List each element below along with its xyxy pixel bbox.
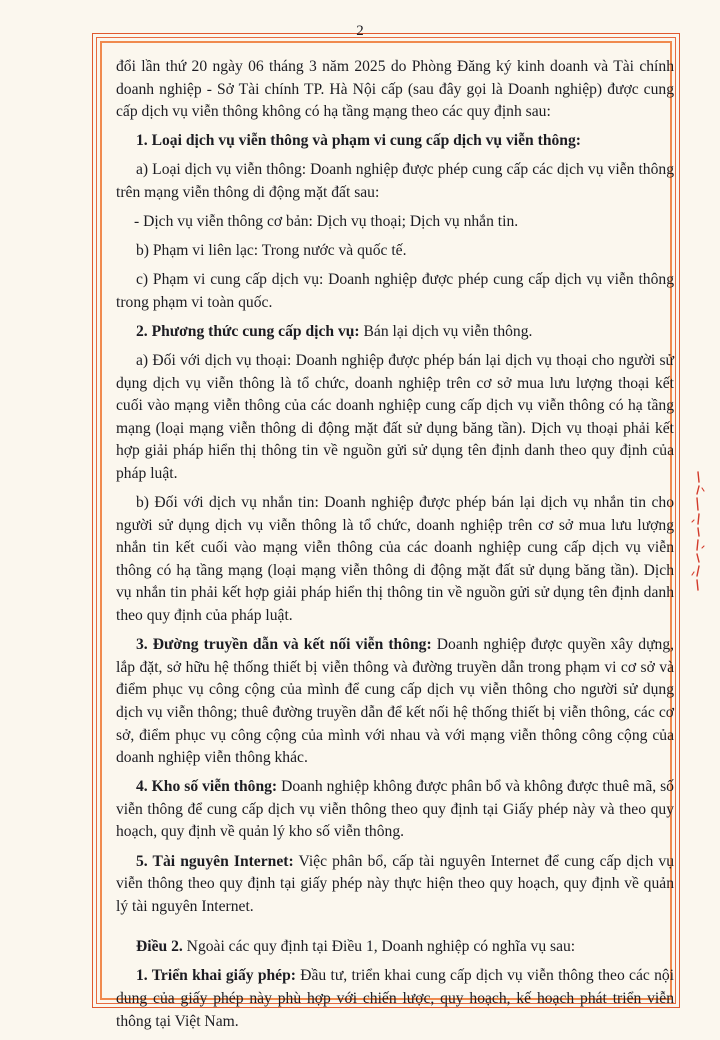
section-4-body: Doanh nghiệp không được phân bổ và không được thuê mã, số viễn thông để cung cấp dịch vụ viễn thông theo quy định tại Giấy phép này và theo quy hoạch, quy định về quản lý kho số viễn thông.	[116, 778, 674, 841]
section-2-heading-rest: Bán lại dịch vụ viễn thông.	[359, 322, 533, 340]
intro-paragraph: đổi lần thứ 20 ngày 06 tháng 3 năm 2025 do Phòng Đăng ký kinh doanh và Tài chính doanh nghiệp - Sở Tài chính TP. Hà Nội cấp (sau đây gọi là Doanh nghiệp) được cung cấp dịch vụ viễn thông không có hạ tầng mạng theo các quy định sau:	[116, 58, 674, 121]
page-number: 2	[356, 23, 364, 39]
article-2-item-1-heading: 1. Triển khai giấy phép:	[136, 967, 296, 985]
section-4	[116, 776, 674, 844]
section-1-dash-item: - Dịch vụ viễn thông cơ bản: Dịch vụ thoại; Dịch vụ nhắn tin.	[134, 213, 519, 231]
section-5-body: Việc phân bổ, cấp tài nguyên Internet để cung cấp dịch vụ viễn thông theo quy định tại giấy phép này thực hiện theo quy hoạch, quy định về quản lý tài nguyên Internet.	[116, 852, 674, 915]
article-2-body: Ngoài các quy định tại Điều 1, Doanh nghiệp có nghĩa vụ sau:	[182, 938, 576, 956]
section-3-body: Doanh nghiệp được quyền xây dựng, lắp đặt, sở hữu hệ thống thiết bị viễn thông và đường truyền dẫn trong phạm vi cơ sở và điểm phục vụ công cộng của mình để cung cấp dịch vụ viễn thông cho người sử dụng dịch vụ viễn thông; thuê đường truyền dẫn để kết nối hệ thống thiết bị viễn thông, các cơ sở, điểm phục vụ công cộng của mình với nhau và với mạng viễn thông công cộng của doanh nghiệp viễn thông khác.	[116, 636, 675, 767]
article-2	[116, 936, 674, 959]
section-5-heading: 5. Tài nguyên Internet:	[136, 852, 294, 870]
margin-handwritten-marks	[678, 468, 718, 618]
section-5	[116, 851, 674, 919]
section-2-a: a) Đối với dịch vụ thoại: Doanh nghiệp được phép bán lại dịch vụ thoại cho người sử dụng dịch vụ viễn thông là tổ chức, doanh nghiệp trên cơ sở mua lưu lượng thoại kết cuối vào mạng viễn thông của các doanh nghiệp cung cấp dịch vụ viễn thông có hạ tầng mạng (loại mạng viễn thông di động mặt đất sử dụng băng tần). Dịch vụ thoại phải kết hợp giải pháp hiển thị thông tin về nguồn gửi sử dụng tên định danh theo quy định của pháp luật.	[116, 352, 674, 482]
article-2-item-1-body: Đầu tư, triển khai cung cấp dịch vụ viễn thông theo các nội dung của giấy phép này phù hợp với chiến lược, quy hoạch, kế hoạch phát triển viễn thông tại Việt Nam.	[116, 967, 675, 1030]
section-3-heading: 3. Đường truyền dẫn và kết nối viễn thông:	[136, 636, 432, 654]
section-1-c: c) Phạm vi cung cấp dịch vụ: Doanh nghiệp được phép cung cấp dịch vụ viễn thông trong phạm vi toàn quốc.	[116, 271, 674, 311]
section-2-heading-bold: 2. Phương thức cung cấp dịch vụ:	[136, 322, 360, 340]
section-2-heading	[116, 321, 674, 344]
section-4-heading: 4. Kho số viễn thông:	[136, 778, 278, 796]
article-2-item-1	[116, 965, 674, 1033]
article-2-heading: Điều 2.	[136, 938, 183, 956]
section-3	[116, 634, 674, 770]
section-1-heading: 1. Loại dịch vụ viễn thông và phạm vi cung cấp dịch vụ viễn thông:	[136, 132, 581, 150]
section-2-b: b) Đối với dịch vụ nhắn tin: Doanh nghiệp được phép bán lại dịch vụ nhắn tin cho người sử dụng dịch vụ viễn thông là tổ chức, doanh nghiệp trên cơ sở mua lưu lượng nhắn tin kết cuối vào mạng viễn thông của các doanh nghiệp cung cấp dịch vụ viễn thông có hạ tầng mạng (loại mạng viễn thông di động mặt đất sử dụng băng tần). Dịch vụ nhắn tin phải kết hợp giải pháp hiển thị thông tin về nguồn gửi sử dụng tên định danh theo quy định của pháp luật.	[116, 494, 674, 625]
document-body	[116, 56, 674, 1040]
section-1-a: a) Loại dịch vụ viễn thông: Doanh nghiệp được phép cung cấp các dịch vụ viễn thông trên mạng viễn thông di động mặt đất sau:	[116, 161, 674, 201]
section-1-b: b) Phạm vi liên lạc: Trong nước và quốc tế.	[136, 242, 407, 260]
